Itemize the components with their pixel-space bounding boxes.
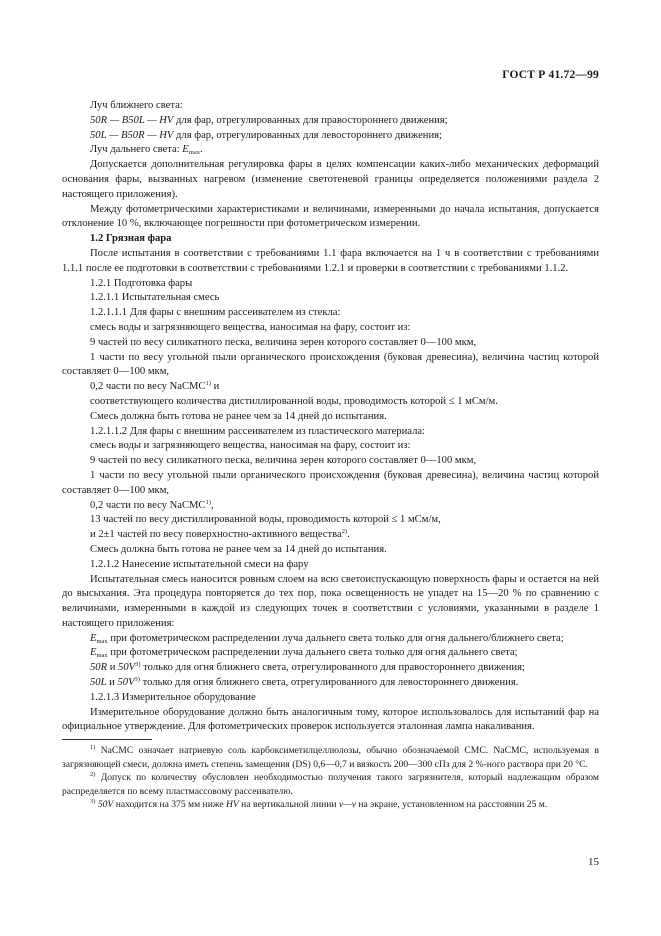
dust-1: 1 части по весу угольной пыли органического происхождения (буковая древесина), величина частиц которой составляет 0—100 мкм, <box>62 351 599 378</box>
para-after: После испытания в соответствии с требованиями 1.1 фара включается на 1 ч в соответствии с требованиями 1.1.1 после ее подготовки в соответствии с требованиями 1.2.1 и проверки в соответствии с требованиями 1.1.2. <box>62 247 599 274</box>
e-max-subscript: max <box>188 149 200 157</box>
document-body <box>62 99 599 735</box>
item-emax-2 <box>62 646 599 661</box>
e-max-subscript: max <box>96 637 108 645</box>
heading-1-2: 1.2 Грязная фара <box>90 233 172 245</box>
footnote-2-number: 2) <box>90 771 96 779</box>
page-header: ГОСТ Р 41.72—99 <box>502 69 599 81</box>
low-beam-right-line <box>62 114 599 129</box>
e-symbol: E <box>90 632 97 644</box>
and-word: и <box>106 677 118 689</box>
beam-high-line <box>62 143 599 158</box>
footnote-ref-3: 3) <box>135 661 141 669</box>
code-50v: 50V <box>118 662 136 674</box>
heading-1-2-1-1: 1.2.1.1 Испытательная смесь <box>90 292 220 304</box>
water-2: 13 частей по весу дистиллированной воды, проводимость которой ≤ 1 мСм/м, <box>90 514 441 526</box>
para-adjust: Допускается дополнительная регулировка фары в целях компенсации каких-либо механических деформаций основания фары, вызванных нагревом (изменение светотеневой границы определяется положениями раздела 2 настоящего приложения). <box>62 159 599 200</box>
footnote-3-end: на экране, установленном на расстоянии 25 м. <box>355 799 548 811</box>
nacmc-1: 0,2 части по весу NaCMC <box>90 381 206 393</box>
heading-1-2-1-3: 1.2.1.3 Измерительное оборудование <box>90 691 256 703</box>
para-apply: Испытательная смесь наносится ровным слоем на всю светоиспускающую поверхность фары и остается на ней до высыхания. Эта процедура повторяется до тех пор, пока освещенность не упадет на 15—20 % по сравнению с величинами, измеренными в каждой из следующих точек в соответствии с условиями, указанными в разделе 1 настоящего приложения: <box>62 573 599 629</box>
ready-2: Смесь должна быть готова не ранее чем за 14 дней до испытания. <box>90 543 387 555</box>
footnote-separator <box>62 739 152 740</box>
footnotes <box>62 744 599 812</box>
dust-2: 1 части по весу угольной пыли органического происхождения (буковая древесина), величина частиц которой составляет 0—100 мкм, <box>62 469 599 496</box>
nacmc-2-line <box>62 499 599 514</box>
code-50r-b50l-hv: 50R — B50L — HV <box>90 114 174 126</box>
item-emax-1 <box>62 632 599 647</box>
heading-1-2-1-1-2: 1.2.1.1.2 Для фары с внешним рассеивателем из пластического материала: <box>90 425 426 437</box>
code-50l-b50r-hv: 50L — B50R — HV <box>90 129 174 141</box>
dot: . <box>199 144 203 156</box>
item-50r-text: только для огня ближнего света, отрегулированного для правостороннего движения; <box>140 662 525 674</box>
footnote-ref-1: 1) <box>205 380 211 388</box>
footnote-1-text: NaCMC означает натриевую соль карбоксиметилцеллюлозы, обычно обозначаемой СМС. NaCMC, используемая в загрязняющей смеси, должна иметь степень замещения (DS) 0,6—0,7 и вязкость 200—300 сПз для 2 %-ного раствора при 20 °С. <box>62 745 599 770</box>
surfactant-end: . <box>347 529 350 541</box>
code-50r: 50R <box>90 662 108 674</box>
item-emax-1-text: при фотометрическом распределении луча дальнего света только для огня дальнего/ближнего света; <box>107 632 564 644</box>
item-50r <box>62 661 599 676</box>
footnote-3 <box>62 798 599 812</box>
item-50l <box>62 676 599 691</box>
beam-high-label: Луч дальнего света: <box>90 144 183 156</box>
nacmc-2-end: , <box>210 499 214 511</box>
footnote-1-number: 1) <box>90 744 96 751</box>
page-number: 15 <box>588 856 599 868</box>
heading-1-2-1: 1.2.1 Подготовка фары <box>90 277 193 289</box>
low-beam-left-line <box>62 129 599 144</box>
mix-intro-2: смесь воды и загрязняющего вещества, наносимая на фару, состоит из: <box>90 440 411 452</box>
item-50l-text: только для огня ближнего света, отрегулированного для левостороннего движения. <box>139 677 519 689</box>
low-left-text: для фар, отрегулированных для левостороннего движения; <box>173 129 442 141</box>
mix-intro-1: смесь воды и загрязняющего вещества, наносимая на фару, состоит из: <box>90 321 411 333</box>
code-50v: 50V <box>97 799 114 811</box>
footnote-ref-3: 3) <box>134 676 140 684</box>
nacmc-1-end: и <box>210 381 220 393</box>
footnote-3-number: 3) <box>90 798 96 806</box>
footnote-3-mid2: на вертикальной линии <box>238 799 339 811</box>
footnote-3-mid: находится на 375 мм ниже <box>113 799 226 811</box>
heading-1-2-1-2: 1.2.1.2 Нанесение испытательной смеси на фару <box>90 558 309 570</box>
surfactant-text: и 2±1 частей по весу поверхностно-активного вещества <box>90 529 342 541</box>
ready-1: Смесь должна быть готова не ранее чем за 14 дней до испытания. <box>90 410 387 422</box>
footnote-2-text: Допуск по количеству обусловлен необходимостью получения такого загрязнителя, который надлежащим образом распределяется по всему пластмассовому рассеивателю. <box>62 772 599 797</box>
footnote-1 <box>62 744 599 771</box>
footnote-ref-2: 2) <box>341 528 348 536</box>
low-right-text: для фар, отрегулированных для правостороннего движения; <box>173 114 448 126</box>
nacmc-1-line <box>62 380 599 395</box>
nacmc-2: 0,2 части по весу NaCMC <box>90 499 206 511</box>
surfactant-line <box>62 528 599 543</box>
e-symbol: E <box>90 647 97 659</box>
and-word: и <box>107 662 119 674</box>
footnote-ref-1b: 1) <box>205 498 211 506</box>
para-between: Между фотометрическими характеристиками и величинами, измеренными до начала испытания, допускается отклонение 10 %, включающее погрешности при фотометрическом измерении. <box>62 203 599 230</box>
e-max-symbol: E <box>182 144 189 156</box>
code-hv: HV <box>225 799 239 811</box>
code-50v: 50V <box>117 677 135 689</box>
sand-1: 9 частей по весу силикатного песка, величина зерен которого составляет 0—100 мкм, <box>90 336 477 348</box>
code-vv: v—v <box>338 799 356 811</box>
item-emax-2-text: при фотометрическом распределении луча дальнего света только для огня дальнего света; <box>107 647 518 659</box>
water-1: соответствующего количества дистиллированной воды, проводимость которой ≤ 1 мСм/м. <box>90 395 498 407</box>
code-50l: 50L <box>90 677 107 689</box>
footnote-2 <box>62 771 599 798</box>
heading-1-2-1-1-1: 1.2.1.1.1 Для фары с внешним рассеивателем из стекла: <box>90 307 341 319</box>
e-max-subscript: max <box>96 652 108 660</box>
beam-low-label: Луч ближнего света: <box>90 100 183 111</box>
sand-2: 9 частей по весу силикатного песка, величина зерен которого составляет 0—100 мкм, <box>90 455 477 467</box>
para-equip: Измерительное оборудование должно быть аналогичным тому, которое использовалось для испытаний фар на официальное утверждение. Для фотометрических проверок используется эталонная лампа накаливания. <box>62 706 599 733</box>
